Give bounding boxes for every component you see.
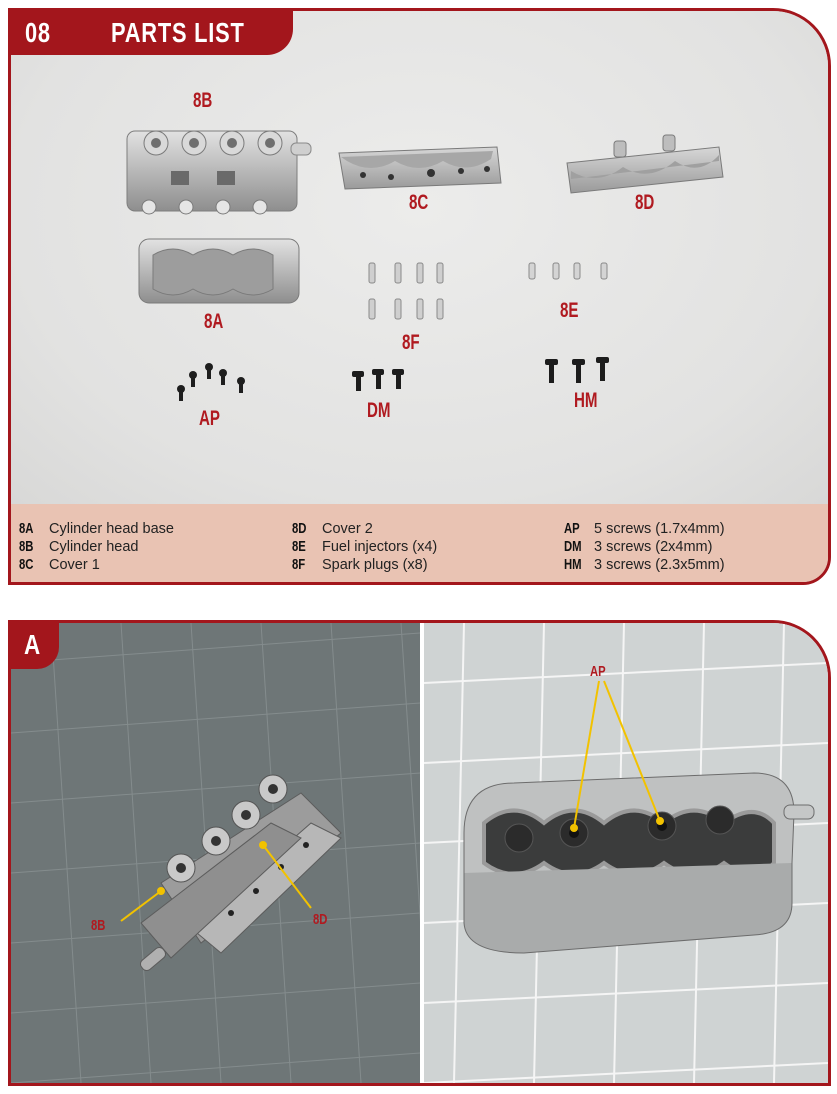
part-ap-image <box>177 363 245 401</box>
legend-item <box>564 520 725 538</box>
legend-text: 3 screws (2.3x5mm) <box>594 557 725 573</box>
legend-code: 8C <box>19 557 34 573</box>
callout-8b: 8B <box>91 917 106 934</box>
legend-text: Cylinder head base <box>49 521 174 537</box>
assembled-head-image <box>138 775 341 973</box>
legend-text: Cover 1 <box>49 557 100 573</box>
callout-8d: 8D <box>313 911 328 928</box>
legend-code: 8F <box>292 557 306 573</box>
step-photo-left <box>11 623 420 1083</box>
part-label-8c: 8C <box>409 191 429 214</box>
part-label-ap: AP <box>199 407 221 430</box>
legend-code: 8B <box>19 539 34 555</box>
step-a-panel <box>8 620 831 1086</box>
part-label-8f: 8F <box>402 331 420 354</box>
part-dm-image <box>352 369 404 391</box>
step-tab <box>11 623 59 669</box>
part-label-8e: 8E <box>560 299 579 322</box>
part-label-8d: 8D <box>635 191 655 214</box>
part-8d-image <box>567 135 723 193</box>
parts-list-panel <box>8 8 831 585</box>
step-photo-right <box>424 623 828 1083</box>
legend-item <box>19 520 174 538</box>
legend-item <box>19 556 100 574</box>
legend-text: Cylinder head <box>49 539 139 555</box>
legend-item <box>292 556 428 574</box>
section-number: 08 <box>25 17 51 48</box>
part-8f-image <box>369 263 443 319</box>
step-letter: A <box>24 629 41 660</box>
legend-item <box>292 520 373 538</box>
legend-text: 5 screws (1.7x4mm) <box>594 521 725 537</box>
right-photo-illustration <box>424 623 828 1083</box>
legend-item <box>292 538 437 556</box>
part-8c-image <box>339 147 501 189</box>
part-hm-image <box>545 357 609 383</box>
page-title: PARTS LIST <box>111 17 245 48</box>
left-photo-illustration <box>11 623 420 1083</box>
header-tab <box>11 11 293 55</box>
legend-item <box>564 538 712 556</box>
legend-text: 3 screws (2x4mm) <box>594 539 713 555</box>
legend-text: Cover 2 <box>322 521 373 537</box>
parts-legend <box>11 504 828 582</box>
part-8e-image <box>529 263 607 279</box>
legend-item <box>19 538 138 556</box>
head-base-image <box>464 773 814 953</box>
part-label-8b: 8B <box>193 89 213 112</box>
part-label-dm: DM <box>367 399 391 422</box>
legend-text: Spark plugs (x8) <box>322 557 428 573</box>
part-8a-image <box>139 239 299 303</box>
legend-code: DM <box>564 539 582 555</box>
legend-text: Fuel injectors (x4) <box>322 539 438 555</box>
part-label-hm: HM <box>574 389 598 412</box>
part-label-8a: 8A <box>204 310 224 333</box>
legend-code: HM <box>564 557 582 573</box>
part-8b-image <box>127 131 311 214</box>
legend-code: 8A <box>19 521 34 537</box>
parts-photo <box>11 11 828 504</box>
legend-code: 8D <box>292 521 307 537</box>
parts-illustration <box>11 11 828 504</box>
callout-ap: AP <box>590 663 606 680</box>
legend-code: AP <box>564 521 580 537</box>
legend-code: 8E <box>292 539 306 555</box>
legend-item <box>564 556 725 574</box>
